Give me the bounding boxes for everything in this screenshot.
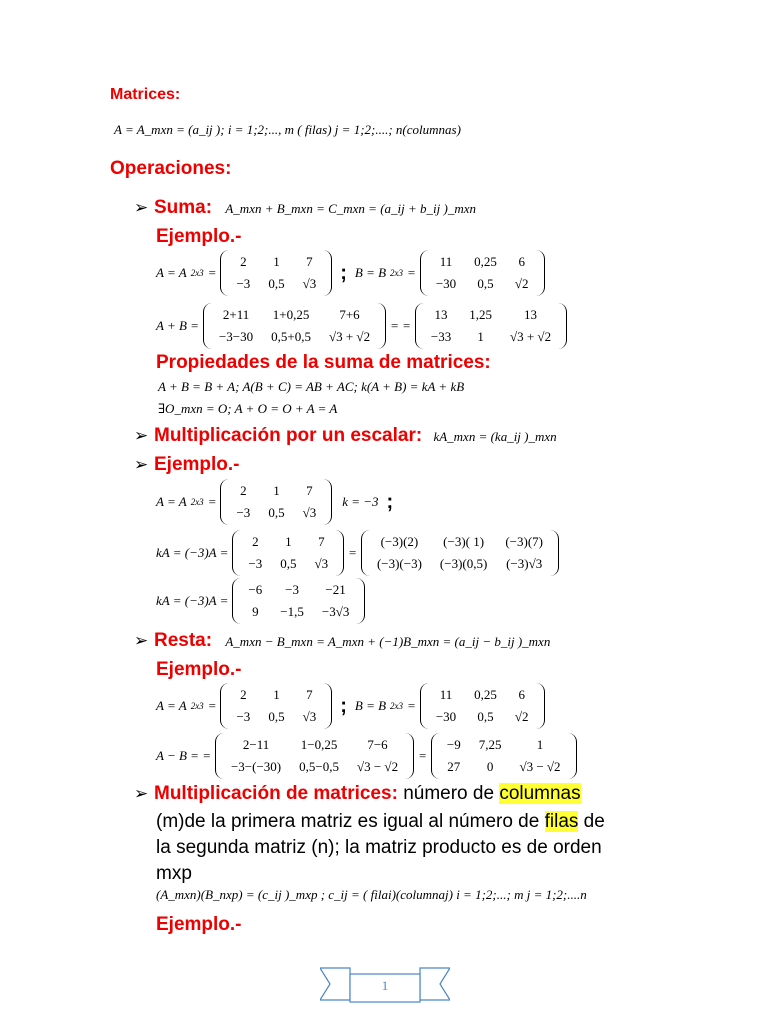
matrix-cell: (−3)(0,5): [439, 556, 488, 571]
row-a-minus-b: A − B = = 2−11 1−0,25 7−6 −3−(−30) 0,5−0,5 √3 − √2 = −9 7,25 1 27 0 √3 − √2: [156, 733, 577, 779]
bullet-suma: ➢ Suma: A_mxn + B_mxn = C_mxn = (a_ij + b_ij )_mxn: [134, 197, 476, 218]
matrix-cell: 0,5: [280, 556, 297, 571]
matrix-cell: 6: [518, 254, 525, 269]
matrix-cell: 1: [477, 329, 484, 344]
matrix-cell: 0,25: [474, 687, 497, 702]
matrix-cell: 1+0,25: [272, 307, 310, 322]
bullet-resta: ➢ Resta: A_mxn − B_mxn = A_mxn + (−1)B_mxn = (a_ij − b_ij )_mxn: [134, 630, 551, 651]
matrix-cell: −21: [325, 582, 346, 597]
matrix-cell: (−3)(7): [505, 534, 543, 549]
matrix-cell: 1: [273, 687, 280, 702]
propiedades-line-2: ∃O_mxn = O; A + O = O + A = A: [158, 401, 338, 416]
matrix-b-resta: [420, 683, 545, 729]
matrix-cell: 7: [306, 254, 313, 269]
matrix-cell: 1: [273, 254, 280, 269]
matrix-cell: 7+6: [339, 307, 360, 322]
matrix-cell: 0,5: [268, 709, 285, 724]
row-a-escalar: A = A 2x3 = 2 1 7 −3 0,5 √3 k = −3 ;: [156, 479, 397, 525]
matrix-cell: 7: [306, 483, 313, 498]
producto-formula: (A_mxn)(B_nxp) = (c_ij )_mxp ; c_ij = ( filai)(columnaj) i = 1;2;...; m j = 1;2;....n: [156, 887, 587, 902]
matrix-cell: −3: [236, 505, 251, 520]
matrix-cell: −30: [435, 276, 457, 291]
matrix-cell: 1−0,25: [300, 737, 338, 752]
matrix-a: [220, 250, 332, 296]
matrix-cell: 7: [306, 687, 313, 702]
matrix-cell: 7: [318, 534, 325, 549]
matrix-cell: 1: [273, 483, 280, 498]
matrix-cell: (−3)(−3): [376, 556, 422, 571]
matrix-cell: 0: [486, 759, 494, 774]
row-a-b-defs: A = A 2x3 = 2 1 7 −3 0,5 √3 ; B = B 2x3 = 11 0,25 6 −30 0,5 √2: [156, 250, 545, 296]
matrix-cell: 7,25: [478, 737, 502, 752]
matrix-cell: (−3)√3: [506, 556, 543, 571]
matrix-cell: 2+11: [222, 307, 250, 322]
matrix-cell: √3: [302, 709, 317, 724]
suma-formula: A_mxn + B_mxn = C_mxn = (a_ij + b_ij )_mxn: [225, 201, 476, 216]
matrix-cell: √2: [514, 276, 529, 291]
matrix-cell: 0,25: [474, 254, 497, 269]
matrix-cell: 2−11: [242, 737, 270, 752]
heading-matrices: Matrices:: [110, 86, 181, 103]
matrix-diff-result: [431, 733, 577, 779]
matrix-cell: −3−(−30): [230, 759, 282, 774]
matrix-cell: −1,5: [280, 604, 304, 619]
escalar-formula: kA_mxn = (ka_ij )_mxn: [433, 429, 557, 444]
highlight-filas: filas: [544, 811, 579, 832]
matrix-cell: 2: [240, 254, 247, 269]
arrow-bullet-icon: ➢: [134, 784, 149, 803]
arrow-bullet-icon: ➢: [134, 631, 149, 650]
matrix-cell: √3: [314, 556, 329, 571]
matrix-cell: 1: [536, 737, 544, 752]
matrix-cell: 0,5: [268, 505, 285, 520]
matrix-cell: 1,25: [469, 307, 492, 322]
matrix-cell: √3 + √2: [509, 329, 552, 344]
matrix-cell: 2: [252, 534, 259, 549]
bullet-mult-matrices: ➢ Multiplicación de matrices: número de columnas: [134, 783, 581, 804]
page-number: 1: [381, 978, 389, 993]
matrix-ka-a: [232, 530, 344, 576]
matrix-cell: 2: [240, 483, 247, 498]
matrix-cell: −6: [248, 582, 263, 597]
matrix-a-resta: [220, 683, 332, 729]
heading-propiedades: Propiedades de la suma de matrices:: [156, 352, 491, 373]
matrix-cell: −3: [285, 582, 299, 597]
matrix-cell: 0,5: [477, 276, 494, 291]
matrix-cell: 2: [240, 687, 247, 702]
matrix-cell: 6: [518, 687, 525, 702]
heading-ejemplo-resta: Ejemplo.-: [156, 659, 242, 680]
matrix-cell: 13: [434, 307, 448, 322]
matrix-cell: 11: [439, 687, 453, 702]
matrix-cell: −30: [435, 709, 457, 724]
matrix-cell: −9: [446, 737, 461, 752]
matrix-cell: 0,5+0,5: [271, 329, 311, 344]
matrix-cell: 7−6: [367, 737, 388, 752]
propiedades-line-1: A + B = B + A; A(B + C) = AB + AC; k(A + B) = kA + kB: [158, 379, 465, 394]
matrix-cell: √3: [302, 276, 317, 291]
bullet-ejemplo-escalar: ➢ Ejemplo.-: [134, 454, 240, 475]
row-ka-expression: kA = (−3)A = 2 1 7 −3 0,5 √3 = (−3)(2) (−3)( 1) (−3)(7) (−3)(−3) (−3)(0,5) (−3)√3: [156, 530, 559, 576]
matrix-b: [420, 250, 545, 296]
matrix-cell: −3: [248, 556, 263, 571]
matrix-cell: √3 − √2: [356, 759, 399, 774]
matrix-cell: 11: [439, 254, 453, 269]
matrix-cell: −3: [236, 709, 251, 724]
matrix-a-escalar: [220, 479, 332, 525]
row-a-b-resta: A = A 2x3 = 2 1 7 −3 0,5 √3 ; B = B 2x3 = 11 0,25 6 −30 0,5 √2: [156, 683, 545, 729]
heading-ejemplo-suma: Ejemplo.-: [156, 226, 242, 247]
heading-ejemplo-producto: Ejemplo.-: [156, 914, 242, 935]
matrix-cell: 0,5: [268, 276, 285, 291]
matrix-cell: −33: [430, 329, 452, 344]
arrow-bullet-icon: ➢: [134, 198, 149, 217]
matrix-cell: 27: [447, 759, 461, 774]
paragraph-line-4: mxp: [156, 863, 192, 884]
matrix-cell: 9: [252, 604, 259, 619]
paragraph-line-3: la segunda matriz (n); la matriz producto es de orden: [156, 837, 602, 858]
matrix-sum-result: [415, 303, 567, 349]
matrix-cell: 0,5−0,5: [299, 759, 339, 774]
matrix-diff-expression: [215, 733, 414, 779]
arrow-bullet-icon: ➢: [134, 455, 149, 474]
matrix-cell: (−3)(2): [380, 534, 419, 549]
matrix-cell: √3 − √2: [519, 759, 561, 774]
heading-operaciones: Operaciones:: [110, 158, 232, 179]
paragraph-line-2: (m)de la primera matriz es igual al número de filas de: [156, 811, 605, 832]
matrix-sum-expression: [203, 303, 386, 349]
matrix-cell: −3: [236, 276, 251, 291]
matrix-cell: √3: [302, 505, 317, 520]
resta-formula: A_mxn − B_mxn = A_mxn + (−1)B_mxn = (a_ij − b_ij )_mxn: [225, 634, 551, 649]
page-number-ribbon: [320, 964, 450, 1006]
highlight-columnas: columnas: [499, 783, 581, 804]
matrix-cell: 0,5: [477, 709, 494, 724]
matrix-ka-result: [232, 578, 365, 624]
matrix-ka-expression: [361, 530, 559, 576]
matrix-cell: −3−30: [218, 329, 254, 344]
matrix-cell: 13: [524, 307, 538, 322]
row-ka-result: kA = (−3)A = −6 −3 −21 9 −1,5 −3√3: [156, 578, 365, 624]
matrix-cell: √2: [514, 709, 529, 724]
matrix-cell: (−3)( 1): [443, 534, 485, 549]
matrix-cell: −3√3: [321, 604, 350, 619]
matrix-definition: A = A_mxn = (a_ij ); i = 1;2;..., m ( filas) j = 1;2;....; n(columnas): [114, 122, 461, 137]
matrix-cell: √3 + √2: [328, 329, 371, 344]
matrix-cell: 1: [285, 534, 292, 549]
row-a-plus-b: A + B = 2+11 1+0,25 7+6 −3−30 0,5+0,5 √3 + √2 = = 13 1,25 13 −33 1 √3 + √2: [156, 303, 567, 349]
arrow-bullet-icon: ➢: [134, 426, 149, 445]
bullet-mult-escalar: ➢ Multiplicación por un escalar: kA_mxn = (ka_ij )_mxn: [134, 425, 557, 446]
